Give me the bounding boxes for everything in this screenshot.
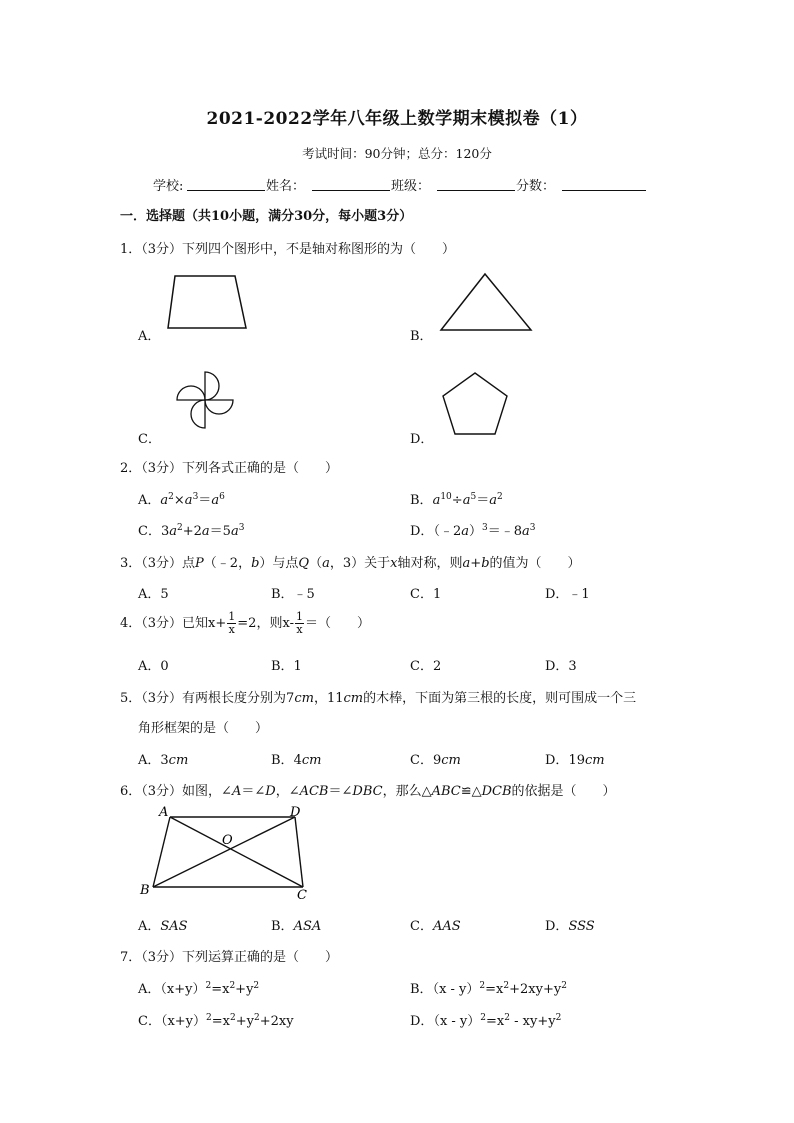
q3-option-c: C．1	[410, 587, 442, 602]
q6-option-d: D．SSS	[545, 919, 595, 934]
section-heading: 一．选择题（共10小题，满分30分，每小题3分）	[120, 209, 413, 224]
trapezoid-figure	[160, 270, 252, 334]
label-o: O	[222, 833, 233, 848]
q3-option-b: B．﹣5	[271, 587, 315, 602]
q1-option-b-label: B．	[410, 329, 433, 344]
q1-option-d-label: D．	[410, 432, 434, 447]
pentagon-figure	[437, 368, 515, 440]
triangle-figure	[435, 268, 539, 336]
q7-option-b: B．$(x - y)^2=x^2+2xy+y^2$	[410, 981, 567, 997]
q1-stem: 1．（3分）下列四个图形中，不是轴对称图形的为（ ）	[120, 242, 456, 257]
q7-stem: 7．（3分）下列运算正确的是（ ）	[120, 950, 339, 965]
q3-option-a: A．5	[138, 587, 169, 602]
q1-option-a-label: A．	[138, 329, 161, 344]
q1-option-c-label: C．	[138, 432, 161, 447]
label-c: C	[297, 888, 307, 900]
exam-subtitle: 考试时间：90分钟；总分：120分	[302, 146, 492, 161]
q5-option-c: C．9cm	[410, 753, 461, 768]
q3-stem: 3．（3分）点P（﹣2，b）与点Q（a，3）关于x轴对称，则a+b的值为（ ）	[120, 556, 581, 571]
class-blank[interactable]	[437, 190, 515, 191]
q6-option-c: C．AAS	[410, 919, 461, 934]
q4-option-c: C．2	[410, 659, 442, 674]
q7-option-c: C．$(x+y)^2=x^2+y^2+2xy$	[138, 1013, 294, 1029]
label-d: D	[290, 805, 301, 820]
q5-option-b: B．4cm	[271, 753, 322, 768]
score-label: 分数：	[516, 179, 556, 194]
q2-option-a: A．$a^2\times a^3=a^6$	[138, 492, 225, 508]
q3-option-d: D．﹣1	[545, 587, 590, 602]
pinwheel-figure	[160, 360, 248, 440]
school-label: 学校:	[153, 179, 184, 194]
q2-stem: 2．（3分）下列各式正确的是（ ）	[120, 461, 339, 476]
q4-stem: 4．（3分）已知x+ $\frac{1}{x}$ =2，则x- $\frac{1}{x}$ ＝（ ）	[120, 610, 370, 636]
school-blank[interactable]	[187, 190, 265, 191]
q5-option-d: D．19cm	[545, 753, 605, 768]
name-blank[interactable]	[312, 190, 390, 191]
name-label: 姓名：	[266, 179, 306, 194]
exam-title: 2021-2022学年八年级上数学期末模拟卷（1）	[206, 109, 588, 129]
class-label: 班级：	[391, 179, 431, 194]
q6-option-b: B．ASA	[271, 919, 322, 934]
geometry-figure	[135, 802, 320, 900]
q6-stem: 6．（3分）如图，∠A＝∠D，∠ACB＝∠DBC，那么△ABC≌△DCB的依据是（ ）	[120, 784, 616, 799]
q2-option-c: C．$3a^2+2a=5a^3$	[138, 523, 245, 539]
q4-option-d: D．3	[545, 659, 577, 674]
q2-option-b: B．$a^{10}\div a^5=a^2$	[410, 492, 503, 508]
q4-option-b: B．1	[271, 659, 302, 674]
q5-stem-line1: 5．（3分）有两根长度分别为7cm，11cm的木棒，下面为第三根的长度，则可围成一个三	[120, 691, 637, 706]
q4-option-a: A．0	[138, 659, 169, 674]
label-a: A	[159, 805, 169, 820]
score-blank[interactable]	[562, 190, 646, 191]
q6-option-a: A．SAS	[138, 919, 188, 934]
q5-option-a: A．3cm	[138, 753, 189, 768]
q7-option-a: A．$(x+y)^2=x^2+y^2$	[138, 981, 260, 997]
q5-stem-line2: 角形框架的是（ ）	[138, 721, 269, 736]
q7-option-d: D．$(x - y)^2=x^2 - xy+y^2$	[410, 1013, 562, 1029]
label-b: B	[140, 883, 150, 898]
q2-option-d: D．$(﹣2a)^3=﹣8a^3$	[410, 523, 536, 539]
